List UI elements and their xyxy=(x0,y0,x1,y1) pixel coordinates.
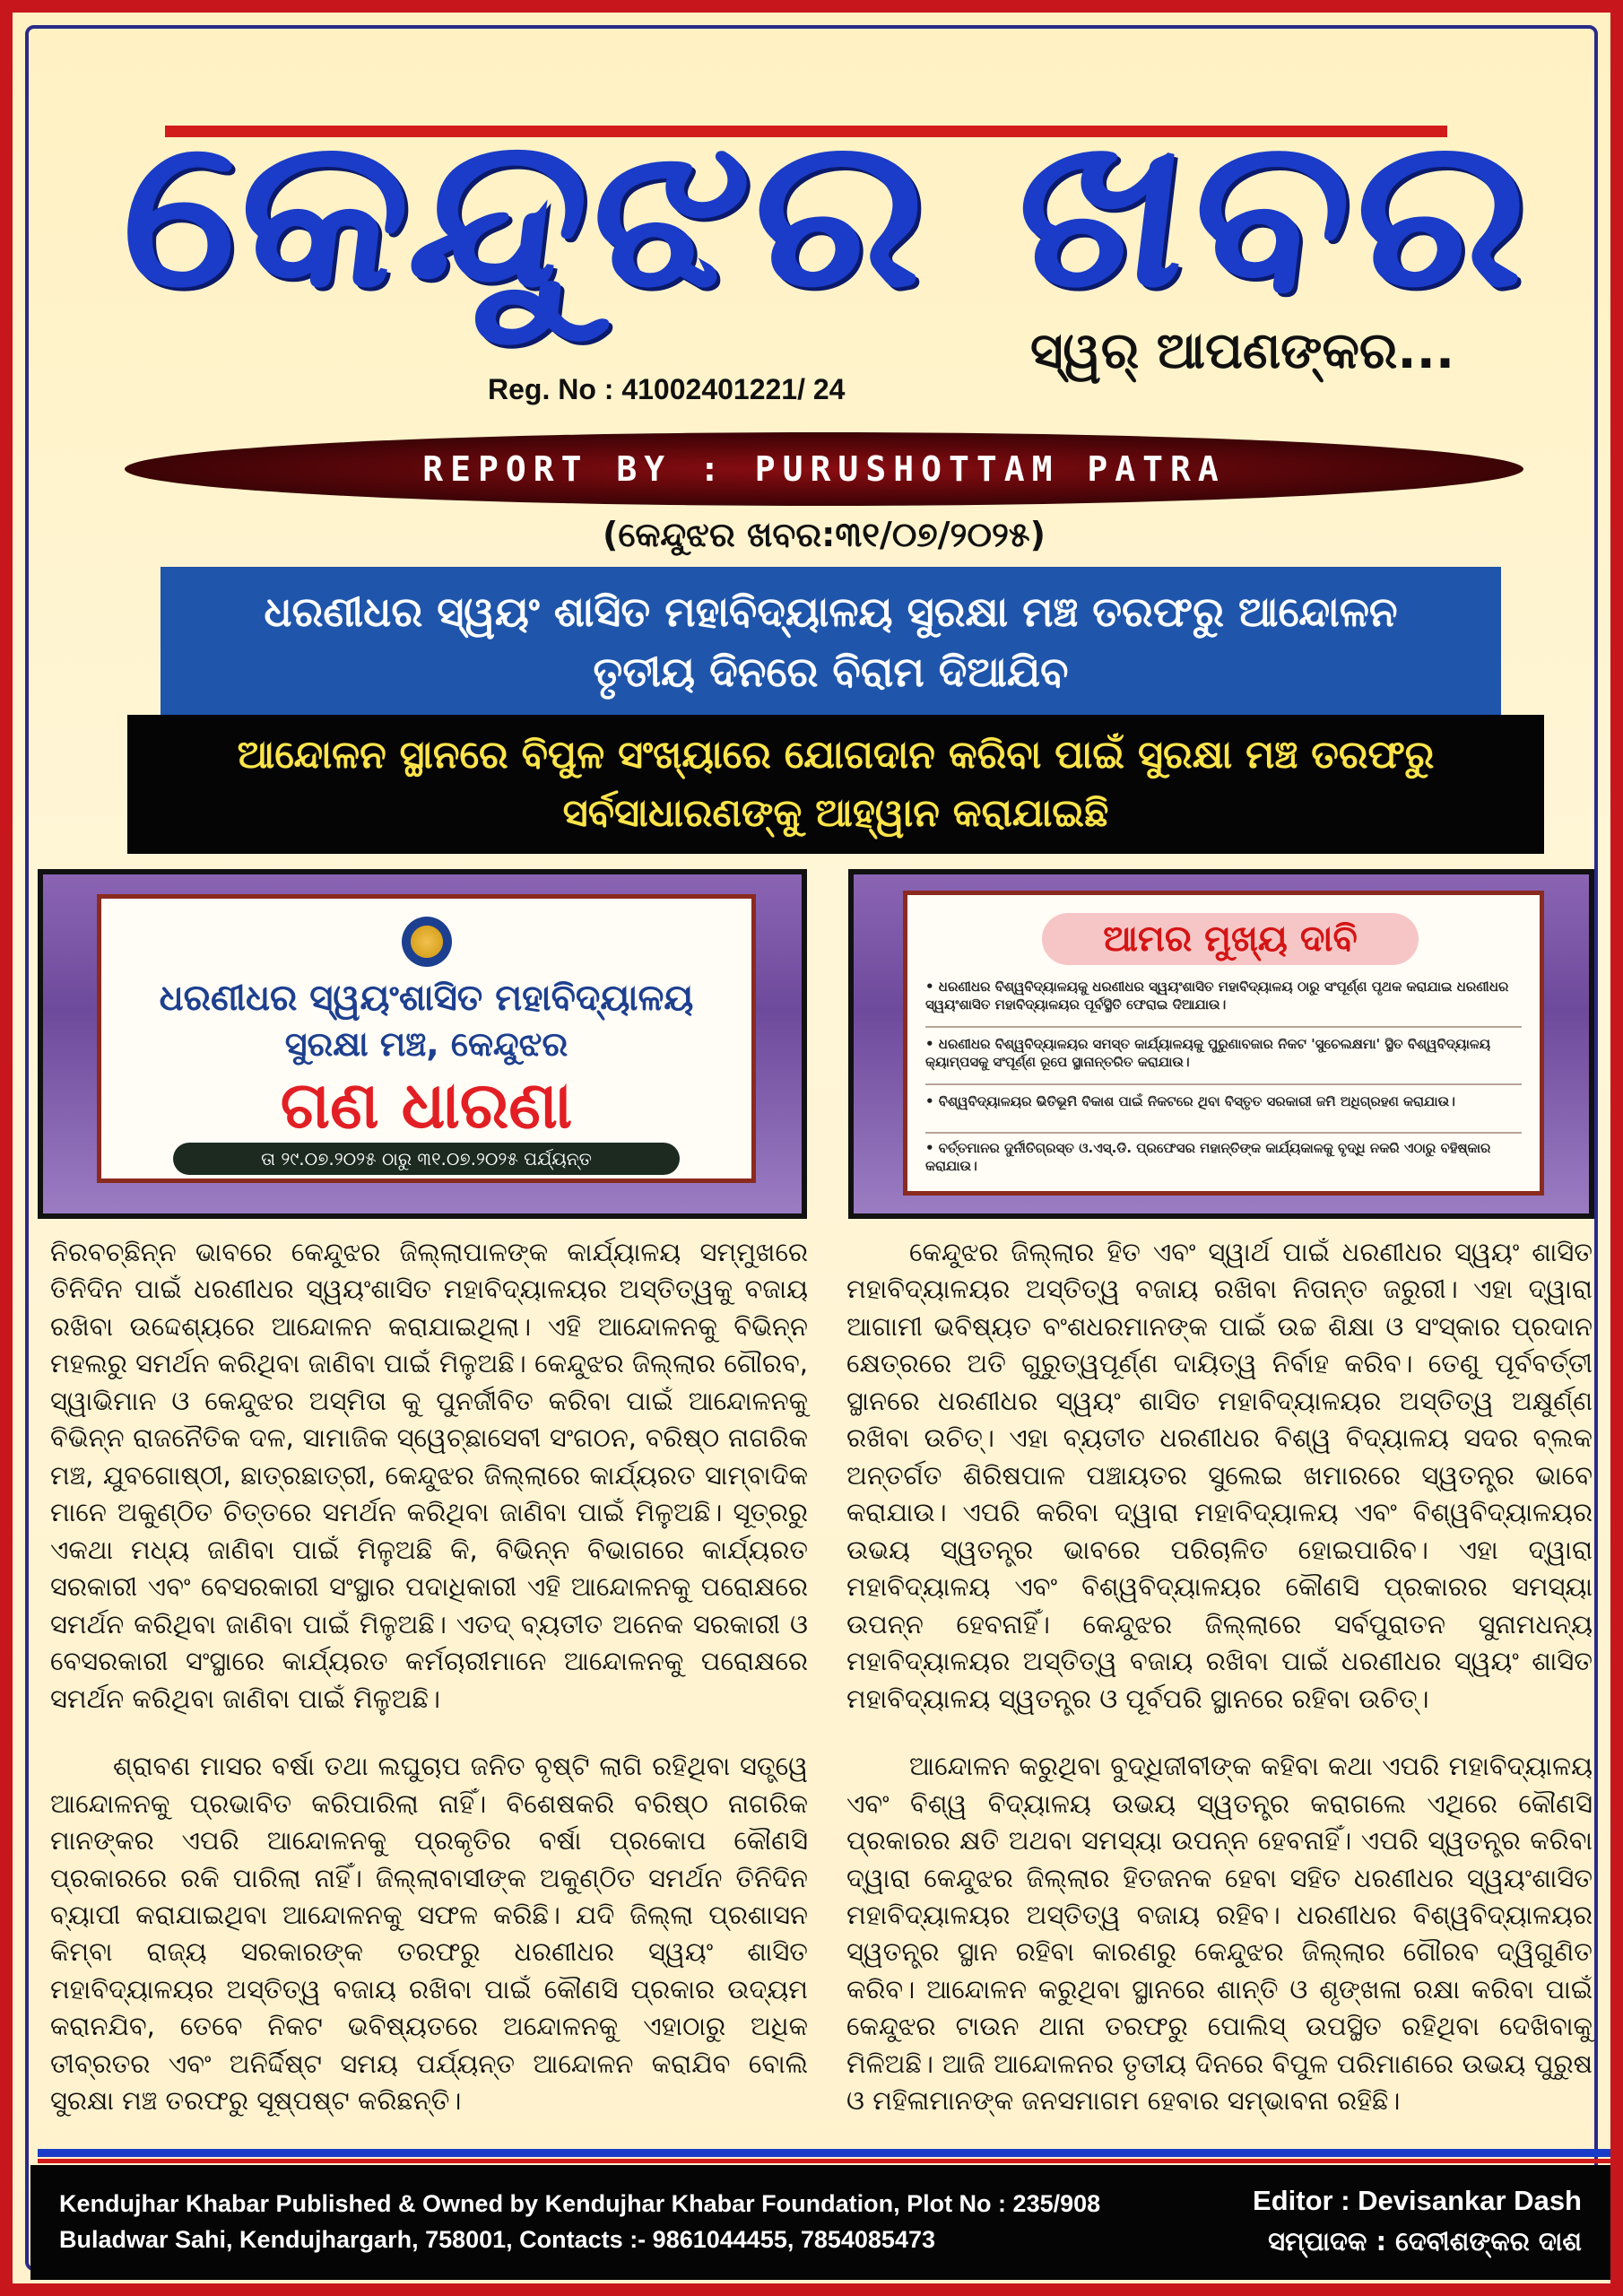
registration-number: Reg. No : 41002401221/ 24 xyxy=(488,373,846,405)
demands-banner xyxy=(903,891,1544,1196)
footer-editor-odia: ସମ୍ପାଦକ : ଦେବୀଶଙ୍କର ଦାଶ xyxy=(1268,2226,1582,2257)
demand-item: • ଧରଣୀଧର ବିଶ୍ୱବିଦ୍ୟାଳୟର ସମସ୍ତ କାର୍ଯ୍ୟାଳୟକୁ ପୁରୁଣାବଜାର ନିକଟ 'ସୁଚେଲକ୍ଷମା' ସ୍ଥିତ ବିଶ୍ୱବିଦ୍ୟାଳୟ କ୍ୟାମ୍ପସକୁ ସଂପୂର୍ଣ୍ଣ ରୂପେ ସ୍ଥାନାନ୍ତରିତ କରାଯାଉ। xyxy=(925,1036,1491,1071)
photo-dharna-banner xyxy=(38,869,807,1219)
demand-item: • ବର୍ତ୍ତମାନର ଦୁର୍ନୀତିଗ୍ରସ୍ତ ଓ.ଏସ୍.ଡି. ପ୍ରଫେସର ମହାନ୍ତିଙ୍କ କାର୍ଯ୍ୟକାଳକୁ ବୃଦ୍ଧି ନକରି ଏଠାରୁ ବହିଷ୍କାର କରାଯାଉ। xyxy=(925,1140,1491,1175)
article-paragraph: କେନ୍ଦୁଝର ଜିଲ୍ଲାର ହିତ ଏବଂ ସ୍ୱାର୍ଥ ପାଇଁ ଧରଣୀଧର ସ୍ୱୟଂ ଶାସିତ ମହାବିଦ୍ୟାଳୟର ଅସ୍ତିତ୍ୱ ବଜାୟ ରଖିବା ନିତାନ୍ତ ଜରୁରୀ। ଏହା ଦ୍ୱାରା ଆଗାମୀ ଭବିଷ୍ୟତ ବଂଶଧରମାନଙ୍କ ପାଇଁ ଉଚ୍ଚ ଶିକ୍ଷା ଓ ସଂସ୍କାର ପ୍ରଦାନ କ୍ଷେତ୍ରରେ ଅତି ଗୁରୁତ୍ୱପୂର୍ଣ୍ଣ ଦାୟିତ୍ୱ ନିର୍ବାହ କରିବ। ତେଣୁ ପୂର୍ବବର୍ତ୍ତୀ ସ୍ଥାନରେ ଧରଣୀଧର ସ୍ୱୟଂ ଶାସିତ ମହାବିଦ୍ୟାଳୟର ଅସ୍ତିତ୍ୱ ଅକ୍ଷୁର୍ଣ୍ଣ ରଖିବା ଉଚିତ୍। ଏହା ବ୍ୟତୀତ ଧରଣୀଧର ବିଶ୍ୱ ବିଦ୍ୟାଳୟ ସଦର ବ୍ଲକ ଅନ୍ତର୍ଗତ ଶିରିଷପାଳ ପଞ୍ଚାୟତର ସୁଲେଇ ଖମାରରେ ସ୍ୱତନ୍ତ୍ର ଭାବେ କରାଯାଉ। ଏପରି କରିବା ଦ୍ୱାରା ମହାବିଦ୍ୟାଳୟ ଏବଂ ବିଶ୍ୱବିଦ୍ୟାଳୟର ଉଭୟ ସ୍ୱତନ୍ତ୍ର ଭାବରେ ପରିଚାଳିତ ହୋଇପାରିବ। ଏହା ଦ୍ୱାରା ମହାବିଦ୍ୟାଳୟ ଏବଂ ବିଶ୍ୱବିଦ୍ୟାଳୟର କୌଣସି ପ୍ରକାରର ସମସ୍ୟା ଉପନ୍ନ ହେବନାହିଁ। କେନ୍ଦୁଝର ଜିଲ୍ଲାରେ ସର୍ବପୁରାତନ ସୁନାମଧନ୍ୟ ମହାବିଦ୍ୟାଳୟର ଅସ୍ତିତ୍ୱ ବଜାୟ ରଖିବା ପାଇଁ ଧରଣୀଧର ସ୍ୱୟଂ ଶାସିତ ମହାବିଦ୍ୟାଳୟ ସ୍ୱତନ୍ତ୍ର ଓ ପୂର୍ବପରି ସ୍ଥାନରେ ରହିବା ଉଚିତ୍। xyxy=(846,1237,1593,1714)
article-column-left xyxy=(50,1234,808,2151)
demands-title: ଆମର ମୁଖ୍ୟ ଦାବି xyxy=(1042,913,1419,965)
article-paragraph: ଶ୍ରାବଣ ମାସର ବର୍ଷା ତଥା ଲଘୁଚାପ ଜନିତ ବୃଷ୍ଟି ଲାଗି ରହିଥିବା ସତ୍ତ୍ୱେ ଆନ୍ଦୋଳନକୁ ପ୍ରଭାବିତ କରିପାରିଲା ନାହିଁ। ବିଶେଷକରି ବରିଷ୍ଠ ନାଗରିକ ମାନଙ୍କର ଏପରି ଆନ୍ଦୋଳନକୁ ପ୍ରକୃତିର ବର୍ଷା ପ୍ରକୋପ କୌଣସି ପ୍ରକାରରେ ରକି ପାରିଲା ନାହିଁ। ଜିଲ୍ଲାବାସୀଙ୍କ ଅକୁଣ୍ଠିତ ସମର୍ଥନ ତିନିଦିନ ବ୍ୟାପୀ କରାଯାଇଥିବା ଆନ୍ଦୋଳନକୁ ସଫଳ କରିଛି। ଯଦି ଜିଲ୍ଲା ପ୍ରଶାସନ କିମ୍ବା ରାଜ୍ୟ ସରକାରଙ୍କ ତରଫରୁ ଧରଣୀଧର ସ୍ୱୟଂ ଶାସିତ ମହାବିଦ୍ୟାଳୟର ଅସ୍ତିତ୍ୱ ବଜାୟ ରଖିବା ପାଇଁ କୌଣସି ପ୍ରକାର ଉଦ୍ୟମ କରାନଯିବ, ତେବେ ନିକଟ ଭବିଷ୍ୟତରେ ଅନ୍ଦୋଳନକୁ ଏହାଠାରୁ ଅଧିକ ତୀବ୍ରତର ଏବଂ ଅନିର୍ଦ୍ଦିଷ୍ଟ ସମୟ ପର୍ଯ୍ୟନ୍ତ ଆନ୍ଦୋଳନ କରାଯିବ ବୋଲି ସୁରକ୍ଷା ମଞ୍ଚ ତରଫରୁ ସୂଷ୍ପଷ୍ଟ କରିଛନ୍ତି। xyxy=(50,1751,808,2117)
subheadline-line-2: ସର୍ବସାଧାରଣଙ୍କୁ ଆହ୍ୱାନ କରାଯାଇଛି xyxy=(562,790,1109,836)
article-column-right xyxy=(846,1234,1593,2151)
college-emblem-icon xyxy=(402,917,452,967)
footer-red-rule xyxy=(38,2159,1610,2163)
subheadline xyxy=(127,715,1544,854)
report-by-text: REPORT BY : PURUSHOTTAM PATRA xyxy=(422,449,1226,489)
banner-college-name: ଧରଣୀଧର ସ୍ୱୟଂଶାସିତ ମହାବିଦ୍ୟାଳୟ xyxy=(159,978,694,1019)
photo-demands-banner xyxy=(848,869,1594,1219)
footer xyxy=(30,2165,1618,2280)
headline xyxy=(161,567,1501,718)
footer-editor-english: Editor : Devisankar Dash xyxy=(1253,2185,1582,2216)
banner-date-range: ତା ୨୯.୦୭.୨୦୨୫ ଠାରୁ ୩୧.୦୭.୨୦୨୫ ପର୍ଯ୍ୟନ୍ତ xyxy=(173,1143,680,1175)
dateline: (କେନ୍ଦୁଝର ଖବର:୩୧/୦୭/୨୦୨୫) xyxy=(603,515,1046,554)
article-paragraph: ଆନ୍ଦୋଳନ କରୁଥିବା ବୁଦ୍ଧିଜୀବୀଙ୍କ କହିବା କଥା ଏପରି ମହାବିଦ୍ୟାଳୟ ଏବଂ ବିଶ୍ୱ ବିଦ୍ୟାଳୟ ଉଭୟ ସ୍ୱତନ୍ତ୍ର କରାଗଲେ ଏଥିରେ କୌଣସି ପ୍ରକାରର କ୍ଷତି ଅଥବା ସମସ୍ୟା ଉପନ୍ନ ହେବନାହିଁ। ଏପରି ସ୍ୱତନ୍ତ୍ର କରିବା ଦ୍ୱାରା କେନ୍ଦୁଝର ଜିଲ୍ଲାର ହିତଜନକ ହେବା ସହିତ ଧରଣୀଧର ସ୍ୱୟଂଶାସିତ ମହାବିଦ୍ୟାଳୟର ଅସ୍ତିତ୍ୱ ବଜାୟ ରହିବ। ଧରଣୀଧର ବିଶ୍ୱବିଦ୍ୟାଳୟର ସ୍ୱତନ୍ତ୍ର ସ୍ଥାନ ରହିବା କାରଣରୁ କେନ୍ଦୁଝର ଜିଲ୍ଲାର ଗୌରବ ଦ୍ୱିଗୁଣିତ କରିବ। ଆନ୍ଦୋଳନ କରୁଥିବା ସ୍ଥାନରେ ଶାନ୍ତି ଓ ଶୃଙ୍ଖଳା ରକ୍ଷା କରିବା ପାଇଁ କେନ୍ଦୁଝର ଟାଉନ ଥାନା ତରଫରୁ ପୋଲିସ୍ ଉପସ୍ଥିତ ରହିଥିବା ଦେଖିବାକୁ ମିଳିଅଛି। ଆଜି ଆନ୍ଦୋଳନର ତୃତୀୟ ଦିନରେ ବିପୁଳ ପରିମାଣରେ ଉଭୟ ପୁରୁଷ ଓ ମହିଳାମାନଙ୍କ ଜନସମାଗମ ହେବାର ସମ୍ଭାବନା ରହିଛି। xyxy=(846,1751,1593,2117)
demand-divider xyxy=(925,1132,1522,1134)
article-paragraph: ନିରବଚ୍ଛିନ୍ନ ଭାବରେ କେନ୍ଦୁଝର ଜିଲ୍ଲାପାଳଙ୍କ କାର୍ଯ୍ୟାଳୟ ସମ୍ମୁଖରେ ତିନିଦିନ ପାଇଁ ଧରଣୀଧର ସ୍ୱୟଂଶାସିତ ମହାବିଦ୍ୟାଳୟର ଅସ୍ତିତ୍ୱକୁ ବଜାୟ ରଖିବା ଉଦ୍ଦେଶ୍ୟରେ ଆନ୍ଦୋଳନ କରାଯାଇଥିଲା। ଏହି ଆନ୍ଦୋଳନକୁ ବିଭିନ୍ନ ମହଲରୁ ସମର୍ଥନ କରିଥିବା ଜାଣିବା ପାଇଁ ମିଳୁଅଛି। କେନ୍ଦୁଝର ଜିଲ୍ଲାର ଗୌରବ, ସ୍ୱାଭିମାନ ଓ କେନ୍ଦୁଝର ଅସ୍ମିତା କୁ ପୁନର୍ଜୀବିତ କରିବା ପାଇଁ ଆନ୍ଦୋଳନକୁ ବିଭିନ୍ନ ରାଜନୈତିକ ଦଳ, ସାମାଜିକ ସ୍ୱେଚ୍ଛାସେବୀ ସଂଗଠନ, ବରିଷ୍ଠ ନାଗରିକ ମଞ୍ଚ, ଯୁବଗୋଷ୍ଠୀ, ଛାତ୍ରଛାତ୍ରୀ, କେନ୍ଦୁଝର ଜିଲ୍ଲାରେ କାର୍ଯ୍ୟରତ ସାମ୍ବାଦିକ ମାନେ ଅକୁଣ୍ଠିତ ଚିତ୍ତରେ ସମର୍ଥନ କରିଥିବା ଜାଣିବା ପାଇଁ ମିଳୁଅଛି। ସୂତ୍ରରୁ ଏକଥା ମଧ୍ୟ ଜାଣିବା ପାଇଁ ମିଳୁଅଛି କି, ବିଭିନ୍ନ ବିଭାଗରେ କାର୍ଯ୍ୟରତ ସରକାରୀ ଏବଂ ବେସରକାରୀ ସଂସ୍ଥାର ପଦାଧିକାରୀ ଏହି ଆନ୍ଦୋଳନକୁ ପରୋକ୍ଷରେ ସମର୍ଥନ କରିଥିବା ଜାଣିବା ପାଇଁ ମିଳୁଅଛି। ଏତଦ୍ ବ୍ୟତୀତ ଅନେକ ସରକାରୀ ଓ ବେସରକାରୀ ସଂସ୍ଥାରେ କାର୍ଯ୍ୟରତ କର୍ମଚାରୀମାନେ ଆନ୍ଦୋଳନକୁ ପରୋକ୍ଷରେ ସମର୍ଥନ କରିଥିବା ଜାଣିବା ପାଇଁ ମିଳୁଅଛି। xyxy=(50,1237,808,1714)
footer-publisher: Kendujhar Khabar Published & Owned by Kendujhar Khabar Foundation, Plot No : 235/908 xyxy=(59,2190,1101,2217)
masthead-tagline: ସ୍ୱର୍ ଆପଣଙ୍କର... xyxy=(1030,322,1455,380)
headline-line-2: ତୃତୀୟ ଦିନରେ ବିରାମ ଦିଆଯିବ xyxy=(593,648,1069,696)
banner-event-title: ଗଣ ଧାରଣା xyxy=(280,1067,573,1143)
report-by-banner xyxy=(125,432,1523,506)
demand-divider xyxy=(925,1026,1522,1028)
demand-divider xyxy=(925,1083,1522,1085)
subheadline-line-1: ଆନ୍ଦୋଳନ ସ୍ଥାନରେ ବିପୁଳ ସଂଖ୍ୟାରେ ଯୋଗଦାନ କରିବା ପାଇଁ ସୁରକ୍ଷା ମଞ୍ଚ ତରଫରୁ xyxy=(237,733,1435,778)
footer-blue-rule xyxy=(38,2149,1610,2157)
headline-line-1: ଧରଣୀଧର ସ୍ୱୟଂ ଶାସିତ ମହାବିଦ୍ୟାଳୟ ସୁରକ୍ଷା ମଞ୍ଚ ତରଫରୁ ଆନ୍ଦୋଳନ xyxy=(264,587,1398,637)
banner-forum-name: ସୁରକ୍ଷା ମଞ୍ଚ, କେନ୍ଦୁଝର xyxy=(284,1024,568,1064)
demand-item: • ବିଶ୍ୱବିଦ୍ୟାଳୟର ଭିତିଭୂମି ବିକାଶ ପାଇଁ ନିକଟରେ ଥିବା ବିସ୍ତୃତ ସରକାରୀ ଜମି ଅଧିଗ୍ରହଣ କରାଯାଉ। xyxy=(925,1093,1455,1109)
footer-address-contacts: Buladwar Sahi, Kendujhargarh, 758001, Contacts :- 9861044455, 7854085473 xyxy=(59,2226,935,2253)
demand-item: • ଧରଣୀଧର ବିଶ୍ୱବିଦ୍ୟାଳୟକୁ ଧରଣୀଧର ସ୍ୱୟଂଶାସିତ ମହାବିଦ୍ୟାଳୟ ଠାରୁ ସଂପୂର୍ଣ୍ଣ ପୃଥକ କରାଯାଇ ଧରଣୀଧର ସ୍ୱୟଂଶାସିତ ମହାବିଦ୍ୟାଳୟର ପୂର୍ବସ୍ଥିତି ଫେରାଇ ଦିଆଯାଉ। xyxy=(925,978,1509,1013)
masthead-title: କେନ୍ଦୁଝର ଖବର xyxy=(108,94,1549,334)
dharna-banner xyxy=(97,894,756,1183)
